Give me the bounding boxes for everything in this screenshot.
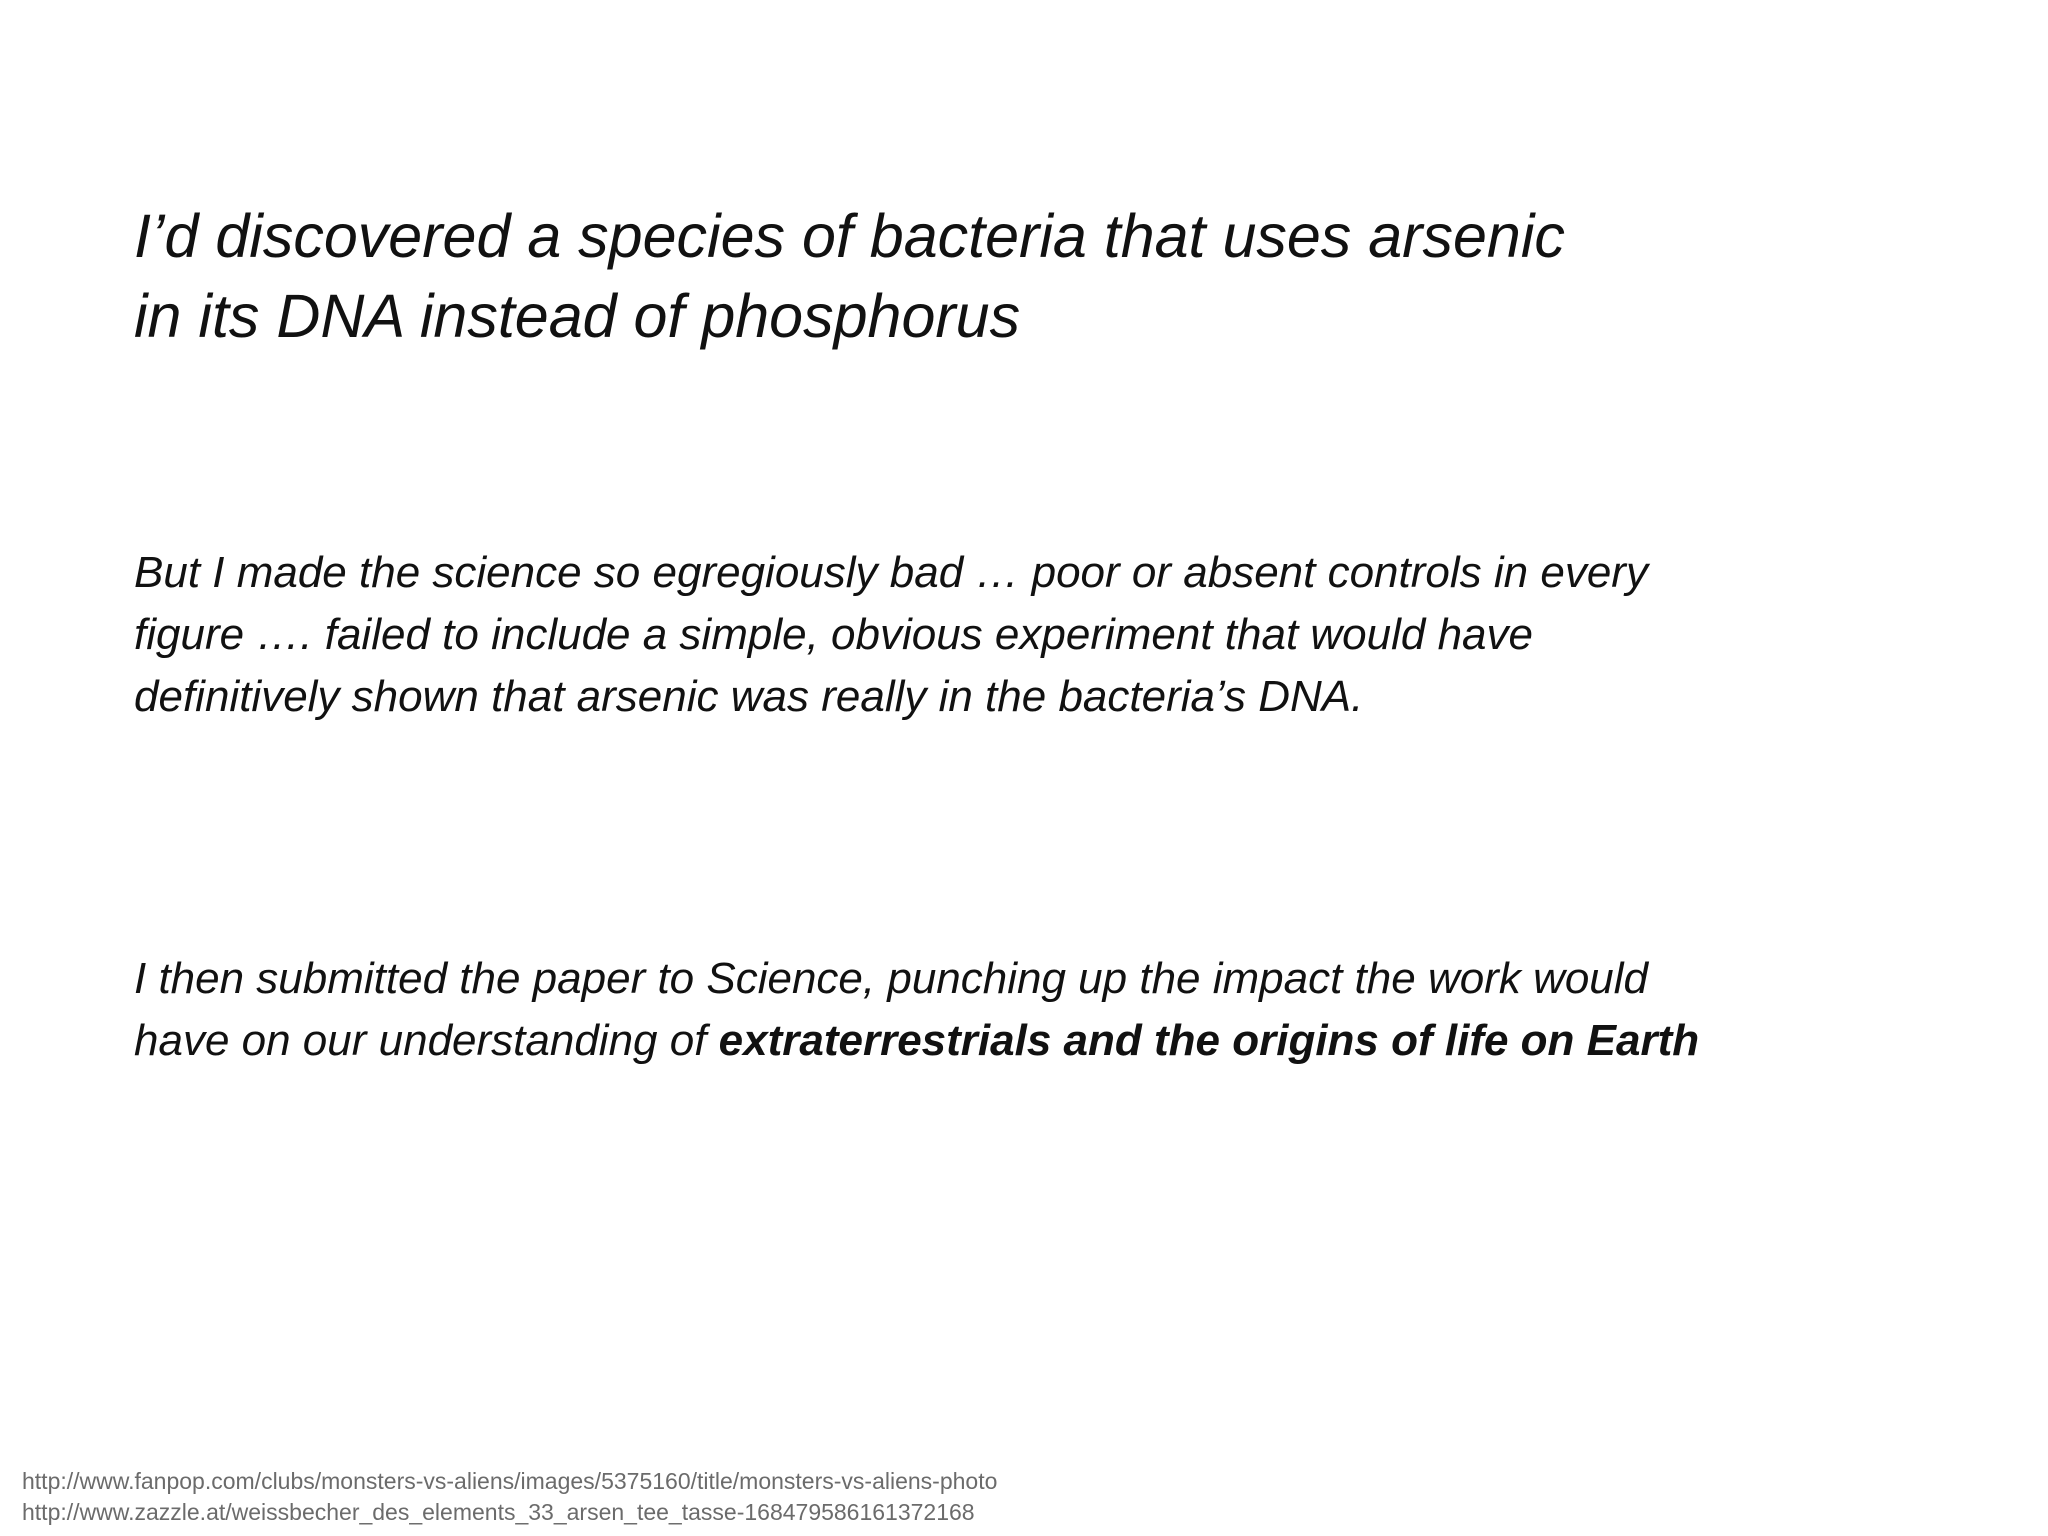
paragraph-1-line-1: But I made the science so egregiously bad … poor or absent controls in every	[134, 548, 1648, 597]
source-urls	[22, 1466, 997, 1528]
paragraph-2-line-1: I then submitted the paper to Science, punching up the impact the work would	[134, 954, 1649, 1003]
paragraph-2-line-2	[134, 1010, 1934, 1072]
heading-line-2: in its DNA instead of phosphorus	[134, 282, 1021, 350]
paragraph-bad-science	[134, 542, 1934, 728]
paragraph-2-line-2-text: have on our understanding of	[134, 1016, 719, 1065]
paragraph-1-line-3: definitively shown that arsenic was really in the bacteria’s DNA.	[134, 672, 1364, 721]
paragraph-1-line-2: figure …. failed to include a simple, obvious experiment that would have	[134, 610, 1533, 659]
paragraph-2-emphasis: extraterrestrials and the origins of life on Earth	[718, 1016, 1700, 1065]
source-url-2: http://www.zazzle.at/weissbecher_des_elements_33_arsen_tee_tasse-168479586161372168	[22, 1499, 975, 1525]
source-url-1: http://www.fanpop.com/clubs/monsters-vs-aliens/images/5375160/title/monsters-vs-aliens-photo	[22, 1468, 998, 1494]
slide-heading	[134, 196, 1934, 356]
paragraph-submission	[134, 948, 1934, 1072]
heading-line-1: I’d discovered a species of bacteria that uses arsenic	[134, 202, 1565, 270]
